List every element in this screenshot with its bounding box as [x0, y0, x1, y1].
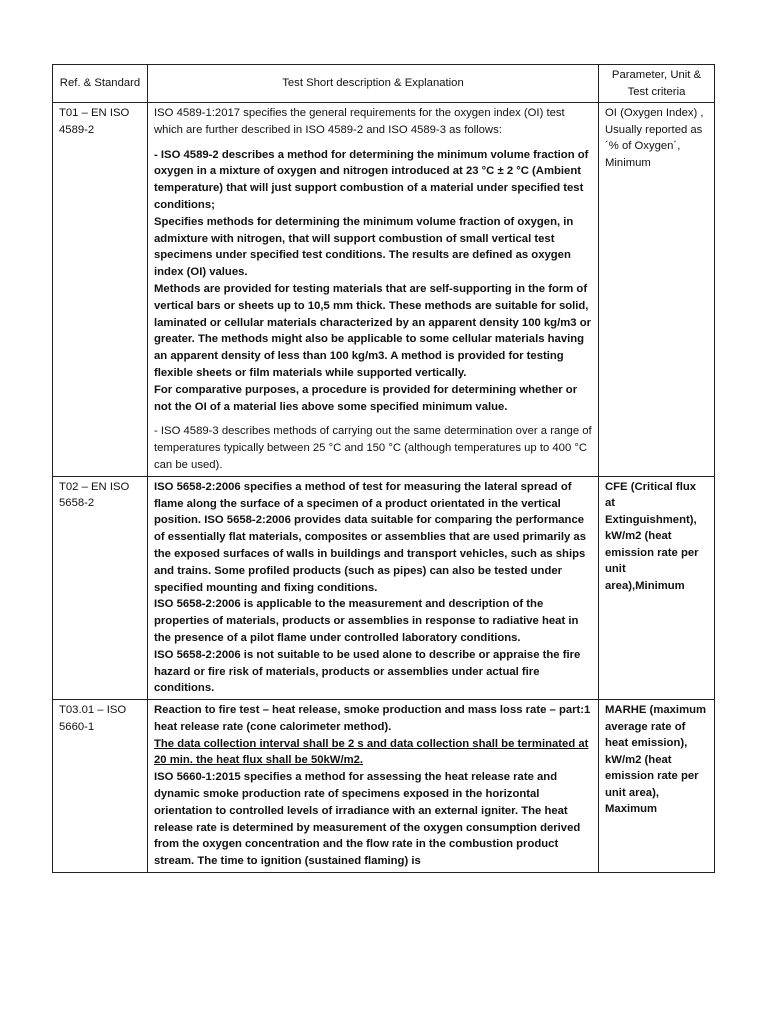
- row-ref: T02 – EN ISO 5658-2: [53, 476, 148, 699]
- row-ref: T03.01 – ISO 5660-1: [53, 700, 148, 873]
- paragraph: - ISO 4589-2 describes a method for determining the minimum volume fraction of oxygen in a mixture of oxygen and nitrogen introduced at 23 °C ± 2 °C (Ambient temperature) that will just support combustion of a material under specified test conditions;: [154, 148, 589, 211]
- row-description: [148, 700, 599, 873]
- header-description: Test Short description & Explanation: [148, 65, 599, 103]
- row-ref: T01 – EN ISO 4589-2: [53, 103, 148, 477]
- row-parameter: CFE (Critical flux at Extinguishment), kW/m2 (heat emission rate per unit area),Minimum: [599, 476, 715, 699]
- paragraph: Reaction to fire test – heat release, smoke production and mass loss rate – part:1 heat release rate (cone calorimeter method).: [154, 704, 591, 733]
- test-standards-table: [52, 64, 715, 873]
- paragraph: ISO 5658-2:2006 specifies a method of test for measuring the lateral spread of flame along the surface of a specimen of a product orientated in the vertical position. ISO 5658-2:2006 provides data suitable for comparing the performance of essentially flat materials, composites or assemblies that are used primarily as the exposed surfaces of walls in buildings and transport vehicles, such as ships and trains. Some profiled products (such as pipes) can also be tested under specified mounting and fixing conditions.: [154, 480, 586, 594]
- paragraph: - ISO 4589-3 describes methods of carrying out the same determination over a range of temperatures typically between 25 °C and 150 °C (although temperatures up to 400 °C can be used).: [154, 425, 592, 471]
- paragraph: Methods are provided for testing materials that are self-supporting in the form of vertical bars or sheets up to 10,5 mm thick. These methods are suitable for solid, laminated or cellular materials characterized by an apparent density 100 kg/m3 or greater. The methods might also be applicable to some cellular materials having an apparent density of less than 100 kg/m3. A method is provided for testing flexible sheets or film materials while supported vertically.: [154, 282, 591, 379]
- table-row: [53, 103, 715, 477]
- underlined-paragraph: The data collection interval shall be 2 s and data collection shall be terminated at 20 min. the heat flux shall be 50kW/m2.: [154, 737, 589, 767]
- header-parameter: Parameter, Unit & Test criteria: [599, 65, 715, 103]
- row-parameter: OI (Oxygen Index) , Usually reported as ´% of Oxygen´, Minimum: [599, 103, 715, 477]
- paragraph: ISO 5660-1:2015 specifies a method for assessing the heat release rate and dynamic smoke production rate of specimens exposed in the horizontal orientation to controlled levels of irradiance with an external igniter. The heat release rate is determined by measurement of the oxygen consumption derived from the oxygen concentration and the flow rate in the combustion product stream. The time to ignition (sustained flaming) is: [154, 771, 581, 868]
- row-description: [148, 476, 599, 699]
- row-parameter: MARHE (maximum average rate of heat emission), kW/m2 (heat emission rate per unit area), Maximum: [599, 700, 715, 873]
- table-header-row: [53, 65, 715, 103]
- header-ref: Ref. & Standard: [53, 65, 148, 103]
- document-page: [52, 64, 715, 873]
- table-row: [53, 476, 715, 699]
- paragraph: For comparative purposes, a procedure is provided for determining whether or not the OI of a material lies above some specified minimum value.: [154, 383, 578, 413]
- paragraph: ISO 5658-2:2006 is not suitable to be used alone to describe or appraise the fire hazard or fire risk of materials, products or assemblies under actual fire conditions.: [154, 648, 581, 695]
- row-description: [148, 103, 599, 477]
- paragraph: Specifies methods for determining the minimum volume fraction of oxygen, in admixture with nitrogen, that will support combustion of small vertical test specimens under specified test conditions. The results are defined as oxygen index (OI) values.: [154, 215, 574, 279]
- paragraph: ISO 5658-2:2006 is applicable to the measurement and description of the properties of materials, products or assemblies in response to radiative heat in the presence of a pilot flame under controlled laboratory conditions.: [154, 598, 579, 644]
- paragraph: ISO 4589-1:2017 specifies the general requirements for the oxygen index (OI) test which are further described in ISO 4589-2 and ISO 4589-3 as follows:: [154, 107, 565, 136]
- table-row: [53, 700, 715, 873]
